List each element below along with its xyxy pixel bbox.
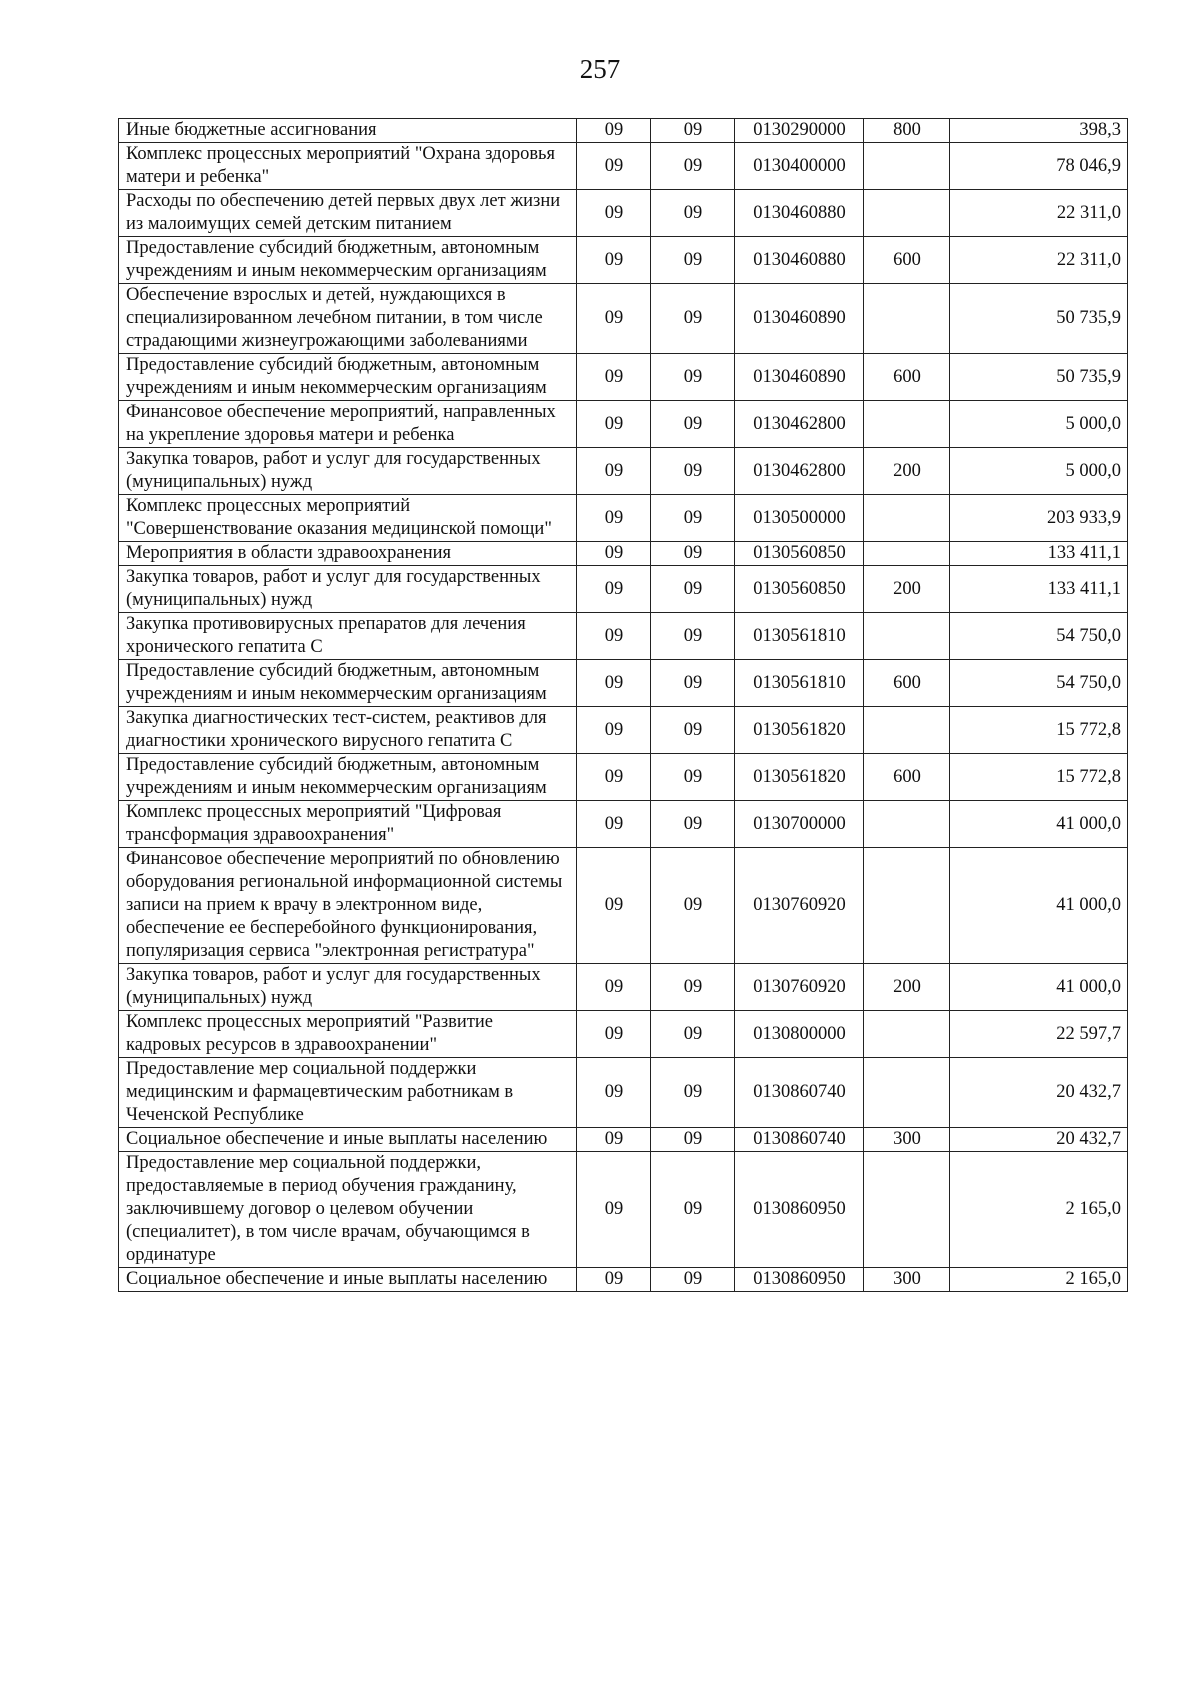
- table-row: [119, 660, 1128, 707]
- target-article-code: 0130462800: [735, 448, 864, 495]
- subsection-code: 09: [651, 354, 735, 401]
- table-row: [119, 1128, 1128, 1152]
- table-row: [119, 754, 1128, 801]
- table-row: [119, 1011, 1128, 1058]
- section-code: 09: [577, 660, 651, 707]
- target-article-code: 0130500000: [735, 495, 864, 542]
- table-row: [119, 190, 1128, 237]
- section-code: 09: [577, 801, 651, 848]
- subsection-code: 09: [651, 1011, 735, 1058]
- amount: 78 046,9: [950, 143, 1128, 190]
- target-article-code: 0130561820: [735, 707, 864, 754]
- expense-type-code: [864, 1152, 950, 1268]
- expense-type-code: [864, 190, 950, 237]
- table-row: [119, 848, 1128, 964]
- target-article-code: 0130860950: [735, 1268, 864, 1292]
- expense-name: Комплекс процессных мероприятий "Совершенствование оказания медицинской помощи": [119, 495, 577, 542]
- subsection-code: 09: [651, 566, 735, 613]
- table-row: [119, 613, 1128, 660]
- amount: 133 411,1: [950, 542, 1128, 566]
- expense-name: Комплекс процессных мероприятий "Охрана здоровья матери и ребенка": [119, 143, 577, 190]
- expense-name: Закупка товаров, работ и услуг для государственных (муниципальных) нужд: [119, 448, 577, 495]
- target-article-code: 0130561820: [735, 754, 864, 801]
- target-article-code: 0130560850: [735, 542, 864, 566]
- expense-type-code: 800: [864, 119, 950, 143]
- table-row: [119, 495, 1128, 542]
- amount: 15 772,8: [950, 754, 1128, 801]
- section-code: 09: [577, 964, 651, 1011]
- expense-type-code: [864, 613, 950, 660]
- amount: 2 165,0: [950, 1268, 1128, 1292]
- table-row: [119, 1152, 1128, 1268]
- table-row: [119, 143, 1128, 190]
- section-code: 09: [577, 707, 651, 754]
- expense-type-code: 200: [864, 566, 950, 613]
- section-code: 09: [577, 1268, 651, 1292]
- expense-type-code: [864, 401, 950, 448]
- target-article-code: 0130460880: [735, 237, 864, 284]
- target-article-code: 0130700000: [735, 801, 864, 848]
- expense-name: Предоставление мер социальной поддержки медицинским и фармацевтическим работникам в Чеченской Республике: [119, 1058, 577, 1128]
- expense-name: Социальное обеспечение и иные выплаты населению: [119, 1268, 577, 1292]
- table-row: [119, 119, 1128, 143]
- section-code: 09: [577, 1011, 651, 1058]
- expense-name: Мероприятия в области здравоохранения: [119, 542, 577, 566]
- amount: 20 432,7: [950, 1058, 1128, 1128]
- subsection-code: 09: [651, 237, 735, 284]
- section-code: 09: [577, 754, 651, 801]
- target-article-code: 0130561810: [735, 660, 864, 707]
- target-article-code: 0130460890: [735, 284, 864, 354]
- expense-name: Закупка диагностических тест-систем, реактивов для диагностики хронического вирусного гепатита С: [119, 707, 577, 754]
- section-code: 09: [577, 284, 651, 354]
- expense-type-code: 600: [864, 660, 950, 707]
- target-article-code: 0130760920: [735, 848, 864, 964]
- table-row: [119, 237, 1128, 284]
- section-code: 09: [577, 237, 651, 284]
- table-row: [119, 1268, 1128, 1292]
- target-article-code: 0130460880: [735, 190, 864, 237]
- expense-name: Предоставление субсидий бюджетным, автономным учреждениям и иным некоммерческим организациям: [119, 237, 577, 284]
- amount: 50 735,9: [950, 284, 1128, 354]
- subsection-code: 09: [651, 1152, 735, 1268]
- section-code: 09: [577, 1058, 651, 1128]
- amount: 54 750,0: [950, 613, 1128, 660]
- subsection-code: 09: [651, 754, 735, 801]
- section-code: 09: [577, 354, 651, 401]
- section-code: 09: [577, 448, 651, 495]
- amount: 398,3: [950, 119, 1128, 143]
- target-article-code: 0130760920: [735, 964, 864, 1011]
- amount: 5 000,0: [950, 401, 1128, 448]
- table-row: [119, 707, 1128, 754]
- expense-name: Расходы по обеспечению детей первых двух лет жизни из малоимущих семей детским питанием: [119, 190, 577, 237]
- section-code: 09: [577, 542, 651, 566]
- target-article-code: 0130860950: [735, 1152, 864, 1268]
- table-row: [119, 566, 1128, 613]
- expense-type-code: [864, 284, 950, 354]
- expense-type-code: [864, 707, 950, 754]
- table-row: [119, 542, 1128, 566]
- section-code: 09: [577, 119, 651, 143]
- table-row: [119, 448, 1128, 495]
- subsection-code: 09: [651, 448, 735, 495]
- expense-type-code: [864, 495, 950, 542]
- amount: 2 165,0: [950, 1152, 1128, 1268]
- amount: 54 750,0: [950, 660, 1128, 707]
- subsection-code: 09: [651, 401, 735, 448]
- expense-name: Закупка товаров, работ и услуг для государственных (муниципальных) нужд: [119, 566, 577, 613]
- expense-type-code: 300: [864, 1268, 950, 1292]
- target-article-code: 0130290000: [735, 119, 864, 143]
- subsection-code: 09: [651, 284, 735, 354]
- expense-name: Комплекс процессных мероприятий "Цифровая трансформация здравоохранения": [119, 801, 577, 848]
- expense-name: Предоставление субсидий бюджетным, автономным учреждениям и иным некоммерческим организациям: [119, 660, 577, 707]
- expense-type-code: 200: [864, 964, 950, 1011]
- amount: 5 000,0: [950, 448, 1128, 495]
- subsection-code: 09: [651, 119, 735, 143]
- subsection-code: 09: [651, 613, 735, 660]
- subsection-code: 09: [651, 143, 735, 190]
- expense-type-code: 300: [864, 1128, 950, 1152]
- section-code: 09: [577, 613, 651, 660]
- subsection-code: 09: [651, 495, 735, 542]
- target-article-code: 0130561810: [735, 613, 864, 660]
- expense-type-code: [864, 801, 950, 848]
- expense-type-code: [864, 1058, 950, 1128]
- expense-type-code: 600: [864, 354, 950, 401]
- table-row: [119, 1058, 1128, 1128]
- section-code: 09: [577, 143, 651, 190]
- subsection-code: 09: [651, 1128, 735, 1152]
- subsection-code: 09: [651, 542, 735, 566]
- expense-type-code: [864, 143, 950, 190]
- subsection-code: 09: [651, 1058, 735, 1128]
- budget-table: [118, 118, 1128, 1292]
- expense-name: Финансовое обеспечение мероприятий по обновлению оборудования региональной информационной системы записи на прием к врачу в электронном виде, обеспечение ее бесперебойного функционирования, популяризация сервиса "электронная регистратура": [119, 848, 577, 964]
- page-number: 257: [579, 54, 621, 84]
- amount: 15 772,8: [950, 707, 1128, 754]
- amount: 22 311,0: [950, 190, 1128, 237]
- target-article-code: 0130400000: [735, 143, 864, 190]
- target-article-code: 0130460890: [735, 354, 864, 401]
- subsection-code: 09: [651, 801, 735, 848]
- amount: 133 411,1: [950, 566, 1128, 613]
- amount: 41 000,0: [950, 848, 1128, 964]
- expense-type-code: 600: [864, 237, 950, 284]
- target-article-code: 0130560850: [735, 566, 864, 613]
- table-row: [119, 401, 1128, 448]
- expense-name: Закупка товаров, работ и услуг для государственных (муниципальных) нужд: [119, 964, 577, 1011]
- amount: 41 000,0: [950, 801, 1128, 848]
- expense-name: Финансовое обеспечение мероприятий, направленных на укрепление здоровья матери и ребенка: [119, 401, 577, 448]
- target-article-code: 0130860740: [735, 1128, 864, 1152]
- section-code: 09: [577, 401, 651, 448]
- subsection-code: 09: [651, 707, 735, 754]
- table-row: [119, 801, 1128, 848]
- section-code: 09: [577, 1128, 651, 1152]
- expense-type-code: [864, 542, 950, 566]
- amount: 203 933,9: [950, 495, 1128, 542]
- amount: 41 000,0: [950, 964, 1128, 1011]
- amount: 50 735,9: [950, 354, 1128, 401]
- table-row: [119, 964, 1128, 1011]
- expense-name: Комплекс процессных мероприятий "Развитие кадровых ресурсов в здравоохранении": [119, 1011, 577, 1058]
- subsection-code: 09: [651, 848, 735, 964]
- expense-name: Иные бюджетные ассигнования: [119, 119, 577, 143]
- section-code: 09: [577, 190, 651, 237]
- amount: 20 432,7: [950, 1128, 1128, 1152]
- expense-name: Предоставление мер социальной поддержки, предоставляемые в период обучения гражданину, заключившему договор о целевом обучении (специалитет), в том числе врачам, обучающимся в ординатуре: [119, 1152, 577, 1268]
- expense-type-code: [864, 1011, 950, 1058]
- amount: 22 597,7: [950, 1011, 1128, 1058]
- subsection-code: 09: [651, 660, 735, 707]
- section-code: 09: [577, 1152, 651, 1268]
- subsection-code: 09: [651, 1268, 735, 1292]
- expense-type-code: [864, 848, 950, 964]
- expense-type-code: 200: [864, 448, 950, 495]
- section-code: 09: [577, 848, 651, 964]
- expense-name: Предоставление субсидий бюджетным, автономным учреждениям и иным некоммерческим организациям: [119, 754, 577, 801]
- section-code: 09: [577, 566, 651, 613]
- expense-type-code: 600: [864, 754, 950, 801]
- target-article-code: 0130800000: [735, 1011, 864, 1058]
- expense-name: Обеспечение взрослых и детей, нуждающихся в специализированном лечебном питании, в том числе страдающими жизнеугрожающими заболеваниями: [119, 284, 577, 354]
- expense-name: Предоставление субсидий бюджетным, автономным учреждениям и иным некоммерческим организациям: [119, 354, 577, 401]
- amount: 22 311,0: [950, 237, 1128, 284]
- expense-name: Социальное обеспечение и иные выплаты населению: [119, 1128, 577, 1152]
- table-body: [119, 119, 1128, 1292]
- target-article-code: 0130860740: [735, 1058, 864, 1128]
- expense-name: Закупка противовирусных препаратов для лечения хронического гепатита С: [119, 613, 577, 660]
- table-row: [119, 354, 1128, 401]
- target-article-code: 0130462800: [735, 401, 864, 448]
- subsection-code: 09: [651, 190, 735, 237]
- section-code: 09: [577, 495, 651, 542]
- table-row: [119, 284, 1128, 354]
- subsection-code: 09: [651, 964, 735, 1011]
